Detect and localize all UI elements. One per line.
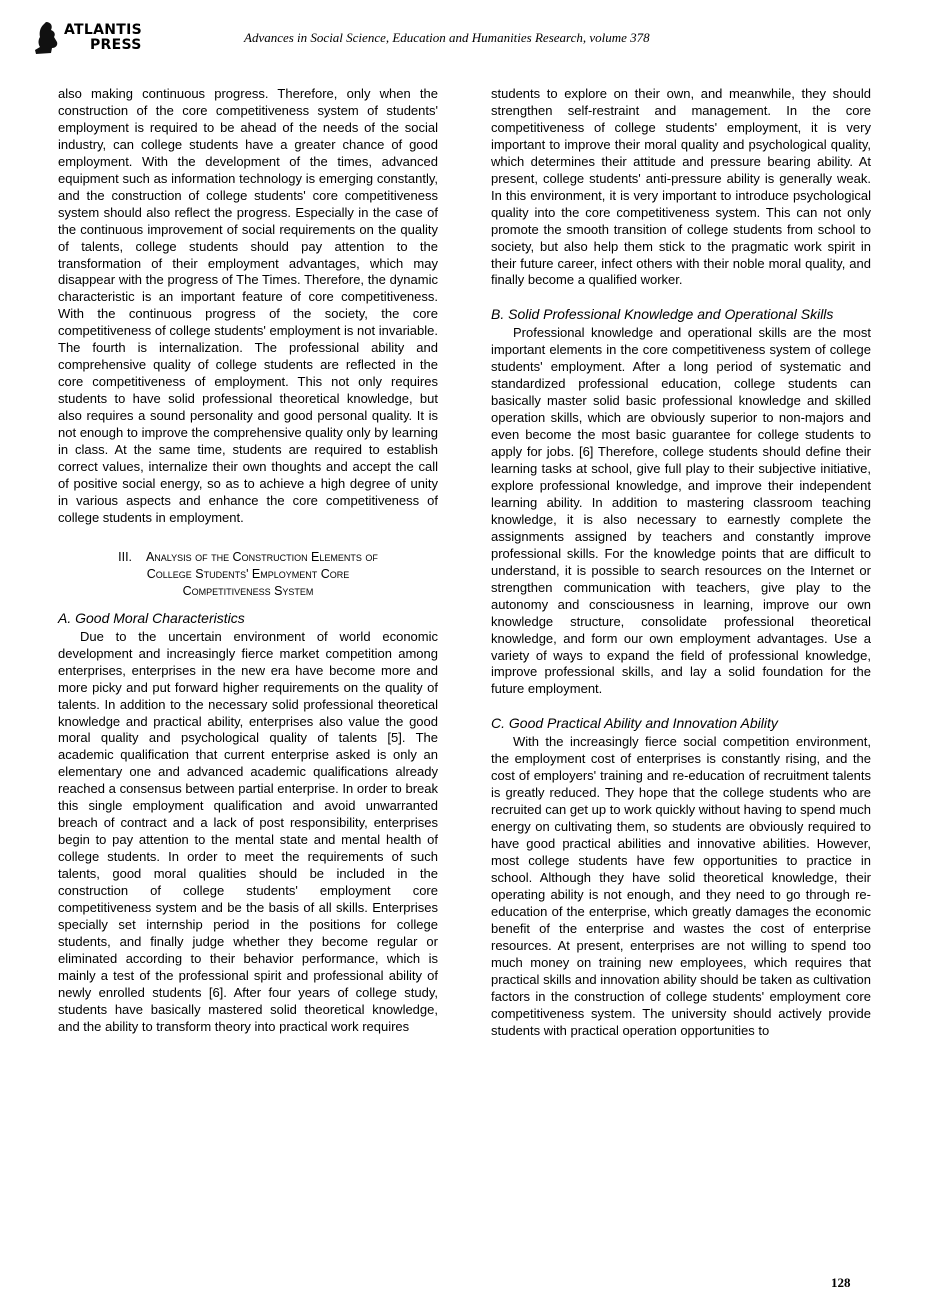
publisher-logo — [32, 20, 142, 56]
section-title-line-3: Competitiveness System — [182, 583, 314, 598]
logo-line-2: PRESS — [90, 37, 142, 53]
body-paragraph: Professional knowledge and operational skills are the most important elements in the core competitiveness system of college students' employment. After a long period of systematic and standardized professional education, college students can basically master solid basic professional knowledge and skilled operation skills, which are obviously superior to non-majors and even become the most basic guarantee for college students to apply for jobs. [6] Therefore, college students should define their learning tasks at school, give full play to their subjective initiative, explore professional knowledge, and improve their independent learning ability. In addition to mastering classroom teaching knowledge, it is also necessary to earnestly complete the assignments assigned by teachers and constantly improve professional skills. For the knowledge points that are difficult to understand, it is possible to search resources on the Internet or strengthen communication with teachers, give play to the autonomy and consciousness in learning, improve our own knowledge structure, consolidate professional theoretical knowledge, and form our own employment advantages. Use a variety of ways to expand the field of professional knowledge, improve professional skills, and lay a solid foundation for the future employment. — [491, 325, 871, 697]
logo-line-1: ATLANTIS — [64, 22, 143, 38]
subsection-heading-a: A. Good Moral Characteristics — [58, 609, 245, 626]
section-title-line-1: Analysis of the Construction Elements of — [145, 549, 378, 564]
right-column — [491, 86, 871, 1039]
page-number: 128 — [831, 1275, 851, 1290]
logo-wordmark — [64, 23, 142, 53]
body-paragraph: also making continuous progress. Therefore, only when the construction of the core competitiveness system of students' employment is required to be ahead of the needs of the social industry, can college students have a greater chance of good employment. With the development of the times, advanced equipment such as information technology is emerging constantly, and the construction of college students' core competitiveness system should also reflect the progress. Especially in the case of the continuous improvement of social requirements on the quality of talents, college students should pay attention to the transformation of their employment advantages, which may disappear with the progress of The Times. Therefore, the dynamic characteristic is an important feature of core competitiveness. With the continuous progress of the society, the core competitiveness of college students' employment is not invariable. The fourth is internalization. The professional ability and comprehensive quality of college students are reflected in the core competitiveness of employment. This not only requires students to have solid professional theoretical knowledge, but also requires a sound personality and good personal quality. It is not enough to improve the comprehensive quality only by learning in class. At the same time, students are required to establish correct values, internalize their own thoughts and accept the call of positive social energy, so as to achieve a high degree of unity in various aspects and enhance the core competitiveness of college students in employment. — [58, 86, 438, 525]
journal-title: Advances in Social Science, Education and Humanities Research, volume 378 — [244, 30, 650, 45]
body-paragraph: Due to the uncertain environment of world economic development and increasingly fierce market competition among enterprises, enterprises in the new era have become more and more picky and put forward higher requirements on the quality of talents. In addition to the necessary solid professional theoretical knowledge and practical ability, enterprises also value the good moral quality and psychological quality of talents [5]. The academic qualification that current enterprise asked is only an elementary one and advanced academic qualifications already reached a consensus between partial enterprise. In order to break this single employment qualification and avoid unwarranted breach of contract and a lack of post responsibility, enterprises begin to pay attention to the mental state and mental health of college students. In order to meet the requirements of such talents, good moral qualities should be included in the construction of college students' employment core competitiveness system and be the basis of all skills. Enterprises specially set internship period in the positions for college students, and finally judge whether they become regular or eliminated according to their behavior performance, which is mainly a test of the professional spirit and professional ability of newly enrolled students [6]. After four years of college study, students have basically mastered solid theoretical knowledge, and the ability to transform theory into practical work requires — [58, 628, 438, 1034]
subsection-heading-b: B. Solid Professional Knowledge and Operational Skills — [491, 306, 834, 323]
subsection-heading-c: C. Good Practical Ability and Innovation Ability — [491, 715, 778, 732]
body-paragraph: students to explore on their own, and meanwhile, they should strengthen self-restraint and management. In the core competitiveness of college students' employment, it is very important to improve their moral quality and psychological quality, which determines their attitude and pressure bearing ability. At present, college students' anti-pressure ability is generally weak. In this environment, it is very important to introduce psychological quality into the core competitiveness system. This can not only promote the smooth transition of college students from school to society, but also help them stick to the pragmatic work spirit in their future career, infect others with their noble moral quality, and finally become a qualified worker. — [491, 86, 871, 288]
thinker-statue-icon — [32, 20, 60, 56]
section-heading — [58, 549, 438, 600]
body-paragraph: With the increasingly fierce social competition environment, the employment cost of enterprises is constantly rising, and the cost of employers' training and re-education of recruitment talents is greatly reduced. They hope that the college students who are recruited can get up to work quickly without having to spend much energy on cultivating them, so students are obviously required to have good practical abilities and innovative abilities. However, most college students have few opportunities to practice in school. Although they have solid theoretical knowledge, their operating ability is not enough, and they need to go through re-education of the enterprise, which greatly damages the economic benefit of the enterprise and wastes the cost of enterprise resources. At present, enterprises are not willing to spend too much money on training new employees, which requires that practical skills and innovation ability should be taken as cultivation factors in the construction of college students' employment core competitiveness system. The university should actively provide students with practical operation opportunities to — [491, 734, 871, 1038]
section-number: III. — [118, 549, 133, 564]
left-column — [58, 86, 438, 1036]
section-title-line-2: College Students' Employment Core — [146, 566, 350, 581]
